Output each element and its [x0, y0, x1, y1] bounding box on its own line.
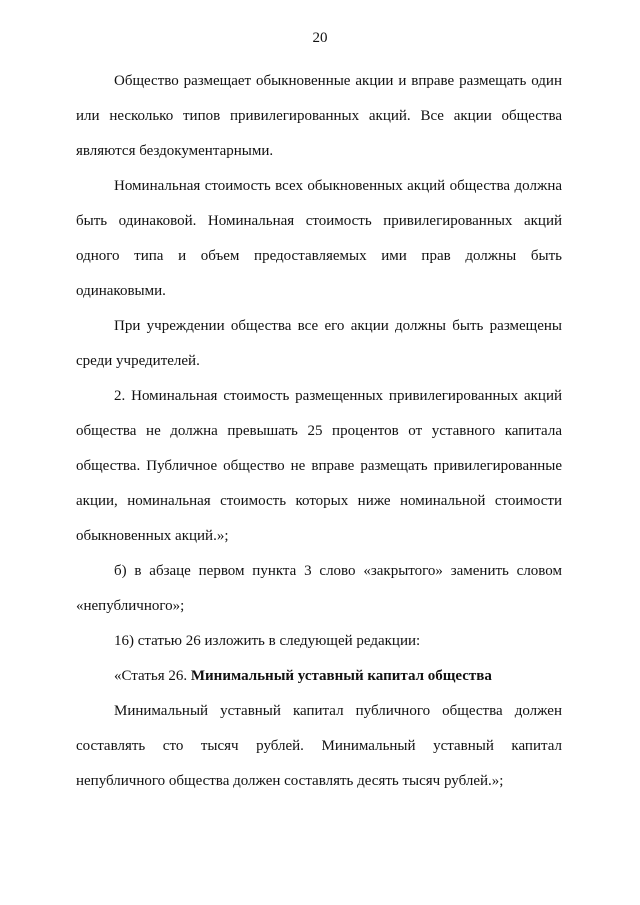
paragraph-founders: При учреждении общества все его акции должны быть размещены среди учредителей.: [76, 318, 562, 369]
paragraph-shares-types: Общество размещает обыкновенные акции и вправе размещать один или несколько типов привилегированных акций. Все акции общества являются бездокументарными.: [76, 73, 562, 159]
page-number: 20: [312, 30, 328, 46]
paragraph-article-26-instruction: 16) статью 26 изложить в следующей редакции:: [114, 633, 421, 649]
article-title: Минимальный уставный капитал общества: [190, 668, 492, 684]
document-body: [76, 64, 562, 799]
article-heading: [76, 659, 562, 694]
paragraph-minimum-capital: Минимальный уставный капитал публичного общества должен составлять сто тысяч рублей. Минимальный уставный капитал непубличного общества должен составлять десять тысяч рублей.»;: [76, 703, 562, 789]
article-prefix: «Статья 26.: [114, 668, 188, 684]
paragraph-amendment-b: б) в абзаце первом пункта 3 слово «закрытого» заменить словом «непубличного»;: [76, 563, 562, 614]
paragraph-nominal-value: Номинальная стоимость всех обыкновенных акций общества должна быть одинаковой. Номинальная стоимость привилегированных акций одного типа и объем предоставляемых ими прав должны быть одинаковыми.: [76, 178, 562, 299]
paragraph-preferred-limit: 2. Номинальная стоимость размещенных привилегированных акций общества не должна превышать 25 процентов от уставного капитала общества. Публичное общество не вправе размещать привилегированные акции, номинальная стоимость которых ниже номинальной стоимости обыкновенных акций.»;: [76, 388, 562, 544]
